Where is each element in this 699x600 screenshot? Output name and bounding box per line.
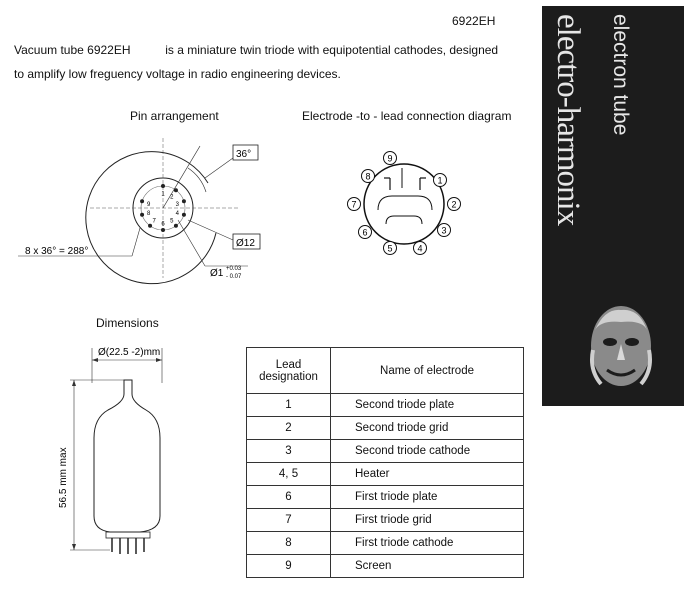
angle-label: 36° bbox=[236, 149, 252, 160]
electrode-name-cell: Second triode plate bbox=[331, 394, 524, 417]
electrode-name-cell: Screen bbox=[331, 555, 524, 578]
table-row bbox=[247, 532, 524, 555]
pin-tolerance-plus: +0.03 bbox=[226, 266, 242, 272]
lead-designation-header: Lead designation bbox=[247, 348, 331, 394]
pin-dot bbox=[174, 188, 178, 192]
lead-designation-cell: 3 bbox=[247, 440, 331, 463]
table-row bbox=[247, 417, 524, 440]
pin-number: 4 bbox=[175, 211, 179, 218]
pin-number: 8 bbox=[147, 211, 151, 218]
lead-table-header bbox=[247, 348, 524, 394]
pin-arrangement-title: Pin arrangement bbox=[130, 109, 219, 123]
lead-designation-cell: 2 bbox=[247, 417, 331, 440]
pin-diameter-label: Ø1 bbox=[210, 268, 224, 279]
connection-pin-number: 9 bbox=[387, 153, 393, 164]
table-row bbox=[247, 463, 524, 486]
pin-dot bbox=[161, 184, 165, 188]
pin-number: 2 bbox=[170, 194, 174, 201]
pin-dot bbox=[174, 224, 178, 228]
pin-dot bbox=[182, 199, 186, 203]
connection-pin-number: 5 bbox=[387, 243, 393, 254]
pin-dot bbox=[182, 213, 186, 217]
connection-diagram bbox=[340, 148, 470, 260]
connection-pin-number: 7 bbox=[351, 199, 357, 210]
pin-number: 5 bbox=[170, 218, 174, 225]
diameter-label: Ø12 bbox=[236, 238, 255, 249]
lead-designation-cell: 1 bbox=[247, 394, 331, 417]
pin-number: 6 bbox=[161, 221, 165, 228]
pin-number: 3 bbox=[175, 201, 179, 208]
diameter-dimension-label: Ø(22.5 -2)mm bbox=[98, 347, 161, 358]
height-dimension-label: 56.5 mm max bbox=[58, 447, 69, 508]
pin-tolerance-minus: - 0.07 bbox=[226, 274, 242, 280]
pin-dot bbox=[161, 228, 165, 232]
connection-pin-number: 8 bbox=[365, 171, 371, 182]
connection-diagram-title: Electrode -to - lead connection diagram bbox=[302, 109, 512, 123]
pin-dot bbox=[140, 199, 144, 203]
lead-designation-cell: 6 bbox=[247, 486, 331, 509]
intro-line-1 bbox=[14, 43, 498, 57]
electrode-name-cell: First triode cathode bbox=[331, 532, 524, 555]
pin-dot bbox=[140, 213, 144, 217]
electrode-name-cell: First triode plate bbox=[331, 486, 524, 509]
electro-harmonix-face-logo bbox=[585, 300, 657, 392]
intro-product: Vacuum tube 6922EH bbox=[14, 43, 131, 57]
intro-description: is a miniature twin triode with equipotential cathodes, designed bbox=[165, 43, 499, 57]
lead-designation-cell: 9 bbox=[247, 555, 331, 578]
lead-table bbox=[246, 347, 524, 578]
lead-designation-cell: 4, 5 bbox=[247, 463, 331, 486]
intro-line-2: to amplify low freguency voltage in radio engineering devices. bbox=[14, 67, 341, 81]
table-row bbox=[247, 440, 524, 463]
lead-designation-cell: 8 bbox=[247, 532, 331, 555]
brand-wordmark-text: electro-harmonix bbox=[550, 14, 586, 226]
electrode-name-header: Name of electrode bbox=[331, 348, 524, 394]
electrode-name-cell: Second triode grid bbox=[331, 417, 524, 440]
connection-pin-number: 3 bbox=[441, 225, 447, 236]
total-angle-label: 8 x 36° = 288° bbox=[25, 246, 89, 257]
brand-subtitle: electron tube bbox=[609, 14, 632, 136]
dimensions-drawing bbox=[50, 338, 230, 568]
table-row bbox=[247, 486, 524, 509]
pin-number: 9 bbox=[147, 201, 151, 208]
brand-wordmark-holder bbox=[548, 10, 588, 280]
pin-arrangement-diagram bbox=[0, 128, 280, 288]
pin-dot bbox=[148, 224, 152, 228]
connection-pin-number: 1 bbox=[437, 175, 443, 186]
electrode-name-cell: Heater bbox=[331, 463, 524, 486]
connection-pin-number: 4 bbox=[417, 243, 423, 254]
table-row bbox=[247, 555, 524, 578]
dimensions-title: Dimensions bbox=[96, 316, 159, 330]
electrode-name-cell: Second triode cathode bbox=[331, 440, 524, 463]
connection-pin-number: 6 bbox=[362, 227, 368, 238]
electrode-name-cell: First triode grid bbox=[331, 509, 524, 532]
pin-number: 7 bbox=[152, 218, 156, 225]
model-number: 6922EH bbox=[452, 14, 496, 28]
tube-pins bbox=[112, 538, 144, 554]
table-row bbox=[247, 394, 524, 417]
connection-pin-number: 2 bbox=[451, 199, 457, 210]
brand-subtitle-holder bbox=[606, 14, 636, 164]
table-row bbox=[247, 509, 524, 532]
pin-number: 1 bbox=[161, 191, 165, 198]
lead-designation-cell: 7 bbox=[247, 509, 331, 532]
